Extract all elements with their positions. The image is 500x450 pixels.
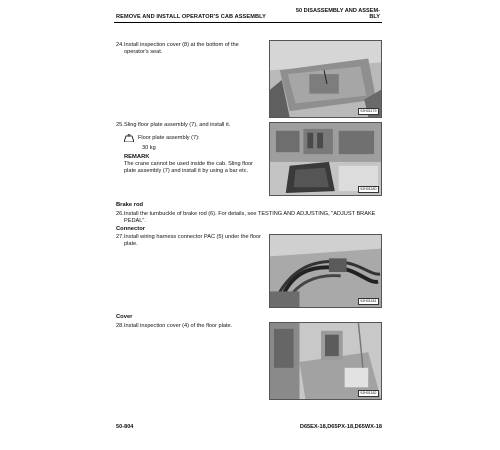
header-section-title: REMOVE AND INSTALL OPERATOR'S CAB ASSEMBLY bbox=[116, 14, 266, 20]
figure-floor-plate-inspection-cover bbox=[269, 322, 382, 400]
weight-value: 30 kg bbox=[142, 145, 156, 151]
figure-id-label: 9JH01182 bbox=[358, 390, 379, 397]
figure-id-label: 9JH01179 bbox=[358, 108, 379, 115]
step-26-number: 26. bbox=[116, 211, 124, 217]
figure-inspection-cover-seat bbox=[269, 40, 382, 118]
figure-wiring-harness-connector bbox=[269, 234, 382, 308]
section-heading-connector: Connector bbox=[116, 226, 145, 232]
footer-page-number: 50-804 bbox=[116, 424, 134, 430]
remark-text: The crane cannot be used inside the cab. Sling floor plate assembly (7) and install it by using a bar etc. bbox=[124, 161, 254, 174]
header-chapter-line1: 50 DISASSEMBLY AND ASSEM- bbox=[295, 8, 380, 14]
step-25-number: 25. bbox=[116, 122, 124, 128]
step-27-text: Install wiring harness connector PAC (5) under the floor plate. bbox=[124, 234, 262, 247]
header-chapter-title bbox=[290, 8, 380, 21]
header-chapter-line2: BLY bbox=[369, 14, 380, 21]
section-heading-cover: Cover bbox=[116, 314, 133, 320]
step-27-number: 27. bbox=[116, 234, 124, 240]
figure-id-label: 9JH01181 bbox=[358, 298, 379, 305]
weight-icon bbox=[124, 134, 134, 142]
step-24-number: 24. bbox=[116, 42, 124, 48]
footer-model-list: D65EX-18,D65PX-18,D65WX-18 bbox=[299, 424, 382, 430]
weight-row bbox=[124, 134, 200, 142]
section-heading-brake-rod: Brake rod bbox=[116, 202, 144, 208]
figure-id-label: 9JH01180 bbox=[358, 186, 379, 193]
weight-label: Floor plate assembly (7): bbox=[138, 135, 200, 141]
remark-heading: REMARK bbox=[124, 154, 150, 160]
step-28-number: 28. bbox=[116, 323, 124, 329]
step-25-text: Sling floor plate assembly (7), and install it. bbox=[124, 122, 231, 128]
header-rule bbox=[114, 22, 382, 23]
step-28-text: Install inspection cover (4) of the floor plate. bbox=[124, 323, 233, 329]
figure-floor-plate-assembly bbox=[269, 122, 382, 196]
step-24-text: Install inspection cover (8) at the bottom of the operator's seat. bbox=[124, 42, 239, 55]
step-26-text: Install the turnbuckle of brake rod (6). For details, see TESTING AND ADJUSTING, "ADJUST BRAKE PEDAL". bbox=[124, 211, 376, 224]
